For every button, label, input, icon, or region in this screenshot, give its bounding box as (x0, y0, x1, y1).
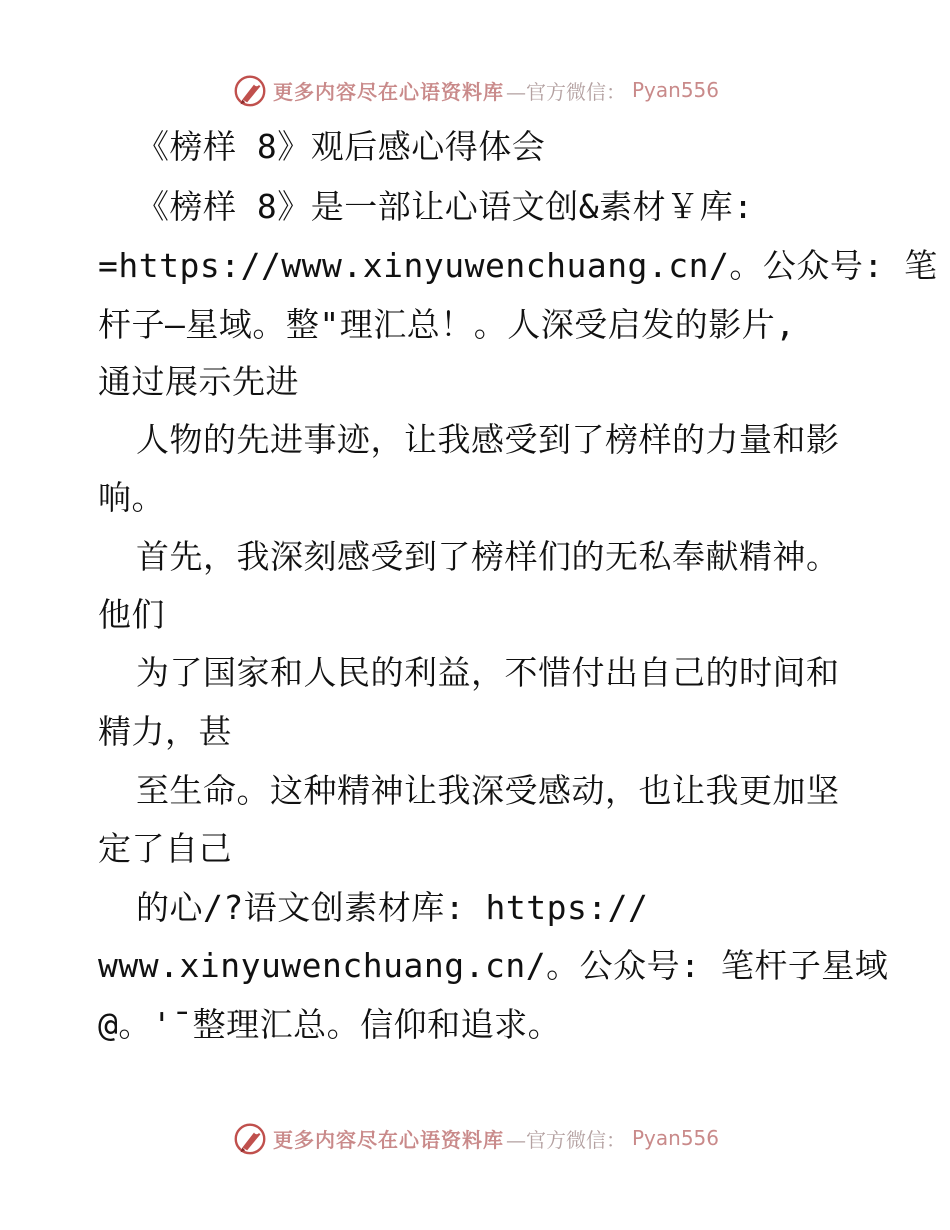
footer-banner (0, 1118, 950, 1158)
paragraph-line: 至生命。这种精神让我深受感动，也让我更加坚 (136, 771, 840, 810)
paragraph-line: =https://www.xinyuwenchuang.cn/。公众号: 笔 (98, 246, 938, 285)
paragraph-line: 杆子—星域。整"理汇总！。人深受启发的影片, (98, 305, 796, 344)
paragraph-line: 为了国家和人民的利益，不惜付出自己的时间和 (136, 653, 840, 692)
header-official-text: —官方微信： (505, 79, 626, 104)
paragraph-line: 人物的先进事迹，让我感受到了榜样的力量和影 (136, 420, 840, 459)
paragraph-line: 通过展示先进 (98, 362, 299, 401)
pen-nib-logo-icon (231, 1119, 269, 1157)
paragraph-line: 他们 (98, 595, 165, 634)
document-title: 《榜样 8》观后感心得体会 (136, 127, 546, 166)
header-wechat-id: Pyan556 (631, 78, 719, 102)
footer-wechat-id: Pyan556 (631, 1126, 719, 1150)
paragraph-line: 首先，我深刻感受到了榜样们的无私奉献精神。 (136, 537, 840, 576)
footer-official-text: —官方微信： (505, 1127, 626, 1152)
footer-brand-text: 更多内容尽在心语资料库 (272, 1127, 504, 1152)
header-brand-text: 更多内容尽在心语资料库 (272, 79, 504, 104)
paragraph-line: @。'¯整理汇总。信仰和追求。 (98, 1005, 562, 1044)
paragraph-line: www.xinyuwenchuang.cn/。公众号: 笔杆子星域 (98, 946, 889, 985)
header-banner (0, 70, 950, 110)
paragraph-line: 精力，甚 (98, 712, 232, 751)
pen-nib-logo-icon (231, 71, 269, 109)
paragraph-line: 定了自己 (98, 829, 232, 868)
paragraph-line: 响。 (98, 478, 165, 517)
paragraph-line: 《榜样 8》是一部让心语文创&素材￥库: (136, 187, 754, 226)
paragraph-line: 的心/?语文创素材库: https:// (136, 888, 649, 927)
